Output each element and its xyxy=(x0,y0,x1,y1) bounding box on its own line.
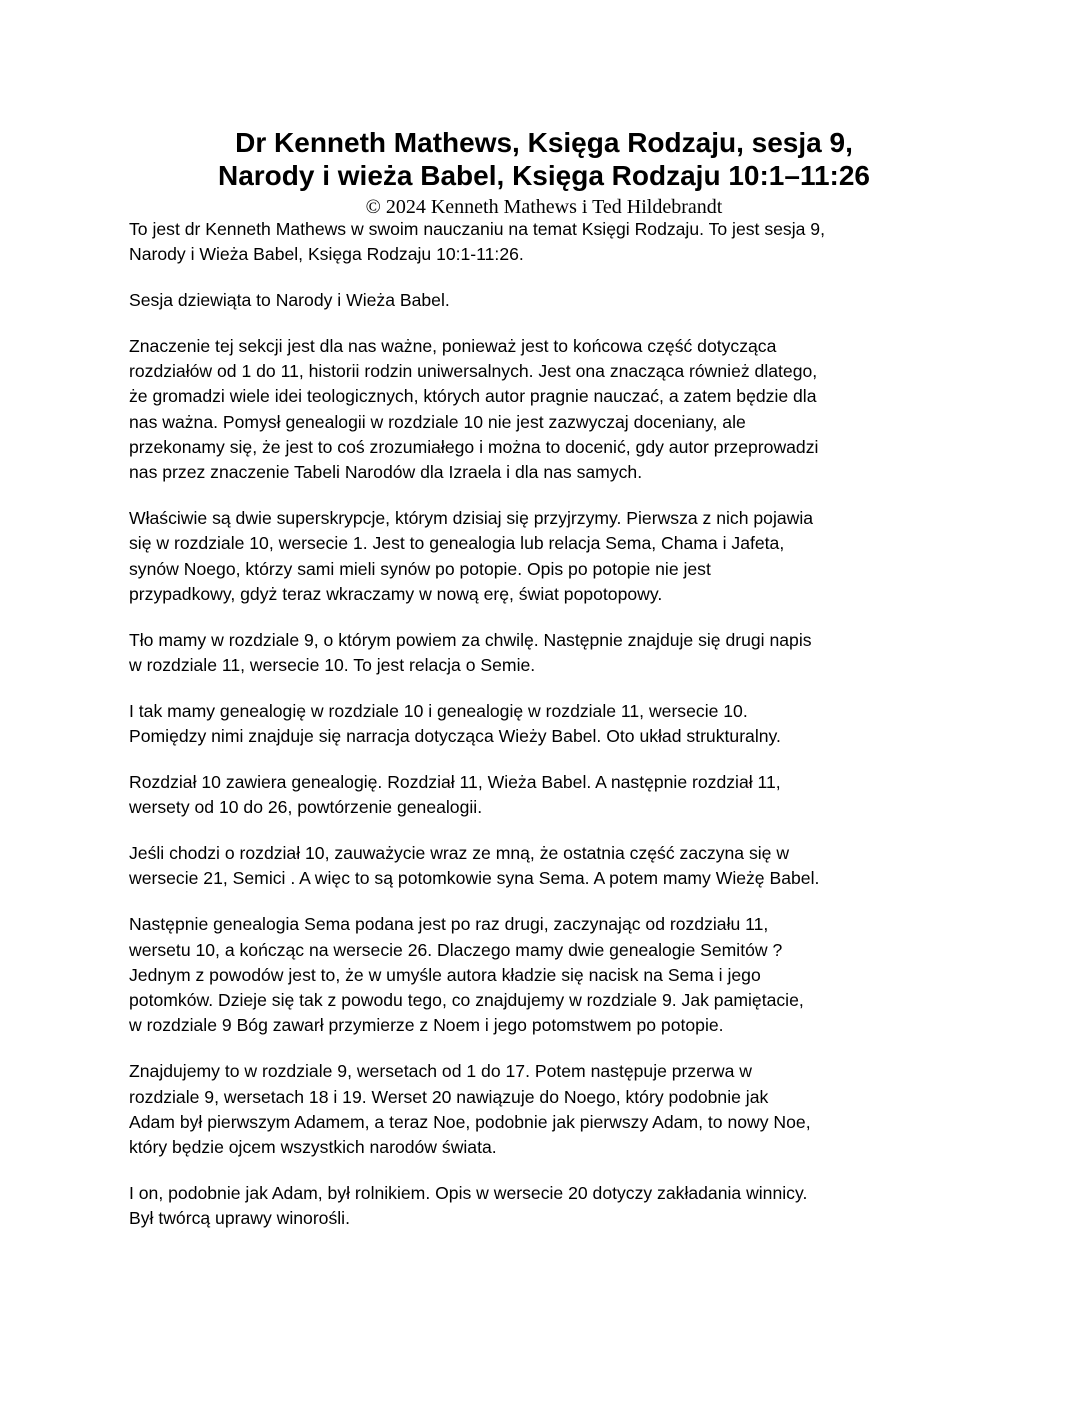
text-line: który będzie ojcem wszystkich narodów świata. xyxy=(129,1137,497,1158)
text-line: rozdziale 9, wersetach 18 i 19. Werset 20 nawiązuje do Noego, który podobnie jak xyxy=(129,1086,769,1107)
paragraph xyxy=(129,770,989,821)
text-line: wersetu 10, a kończąc na wersecie 26. Dlaczego mamy dwie genealogie Semitów ? xyxy=(129,939,783,960)
text-line: Był twórcą uprawy winorośli. xyxy=(129,1208,350,1229)
title-line-1: Dr Kenneth Mathews, Księga Rodzaju, sesja 9, xyxy=(235,127,853,158)
text-line: przekonamy się, że jest to coś zrozumiałego i można to docenić, gdy autor przeprowadzi xyxy=(129,437,819,458)
paragraph xyxy=(129,1181,989,1232)
text-line: rozdziałów od 1 do 11, historii rodzin uniwersalnych. Jest ona znacząca również dlatego, xyxy=(129,361,818,382)
text-line: Właściwie są dwie superskrypcje, którym dzisiaj się przyjrzymy. Pierwsza z nich pojawia xyxy=(129,508,814,529)
text-line: Jednym z powodów jest to, że w umyśle autora kładzie się nacisk na Sema i jego xyxy=(129,964,761,985)
text-line: Znajdujemy to w rozdziale 9, wersetach od 1 do 17. Potem następuje przerwa w xyxy=(129,1061,752,1082)
text-line: w rozdziale 11, wersecie 10. To jest relacja o Semie. xyxy=(129,655,536,676)
text-line: Następnie genealogia Sema podana jest po raz drugi, zaczynając od rozdziału 11, xyxy=(129,914,769,935)
paragraph xyxy=(129,506,989,607)
text-line: Pomiędzy nimi znajduje się narracja dotycząca Wieży Babel. Oto układ strukturalny. xyxy=(129,726,781,747)
text-line: się w rozdziale 10, wersecie 1. Jest to genealogia lub relacja Sema, Chama i Jafeta, xyxy=(129,533,785,554)
text-line: Adam był pierwszym Adamem, a teraz Noe, podobnie jak pierwszy Adam, to nowy Noe, xyxy=(129,1111,811,1132)
paragraph xyxy=(129,217,989,268)
text-line: nas ważna. Pomysł genealogii w rozdziale 10 nie jest zazwyczaj doceniany, ale xyxy=(129,411,746,432)
text-line: Narody i Wieża Babel, Księga Rodzaju 10:1-11:26. xyxy=(129,244,524,265)
paragraph xyxy=(129,1059,989,1160)
paragraph xyxy=(129,628,989,679)
paragraph xyxy=(129,841,989,892)
text-line: że gromadzi wiele idei teologicznych, których autor pragnie nauczać, a zatem będzie dla xyxy=(129,386,817,407)
text-line: przypadkowy, gdyż teraz wkraczamy w nową erę, świat popotopowy. xyxy=(129,584,663,605)
text-line: wersecie 21, Semici . A więc to są potomkowie syna Sema. A potem mamy Wieżę Babel. xyxy=(129,868,820,889)
document-body xyxy=(129,217,989,1252)
paragraph xyxy=(129,912,989,1038)
text-line: To jest dr Kenneth Mathews w swoim nauczaniu na temat Księgi Rodzaju. To jest sesja 9, xyxy=(129,219,825,239)
paragraph xyxy=(129,699,989,750)
text-line: potomków. Dzieje się tak z powodu tego, co znajdujemy w rozdziale 9. Jak pamiętacie, xyxy=(129,990,804,1011)
title-line-2: Narody i wieża Babel, Księga Rodzaju 10:1–11:26 xyxy=(217,160,871,191)
text-line: Sesja dziewiąta to Narody i Wieża Babel. xyxy=(129,290,450,311)
text-line: I on, podobnie jak Adam, był rolnikiem. Opis w wersecie 20 dotyczy zakładania winnicy. xyxy=(129,1182,808,1203)
text-line: Znaczenie tej sekcji jest dla nas ważne, ponieważ jest to końcowa część dotycząca xyxy=(129,335,777,356)
paragraph xyxy=(129,288,989,313)
text-line: synów Noego, którzy sami mieli synów po potopie. Opis po potopie nie jest xyxy=(129,558,711,579)
text-line: wersety od 10 do 26, powtórzenie genealogii. xyxy=(129,797,483,818)
paragraph xyxy=(129,334,989,486)
text-line: nas przez znaczenie Tabeli Narodów dla Izraela i dla nas samych. xyxy=(129,462,643,483)
text-line: w rozdziale 9 Bóg zawarł przymierze z Noem i jego potomstwem po potopie. xyxy=(129,1015,724,1036)
text-line: Rozdział 10 zawiera genealogię. Rozdział 11, Wieża Babel. A następnie rozdział 11, xyxy=(129,772,781,793)
document-title xyxy=(0,126,1088,192)
text-line: Jeśli chodzi o rozdział 10, zauważycie wraz ze mną, że ostatnia część zaczyna się w xyxy=(129,843,790,864)
text-line: I tak mamy genealogię w rozdziale 10 i genealogię w rozdziale 11, wersecie 10. xyxy=(129,700,748,721)
text-line: Tło mamy w rozdziale 9, o którym powiem za chwilę. Następnie znajduje się drugi napis xyxy=(129,629,812,650)
copyright-notice: © 2024 Kenneth Mathews i Ted Hildebrandt xyxy=(365,196,723,218)
